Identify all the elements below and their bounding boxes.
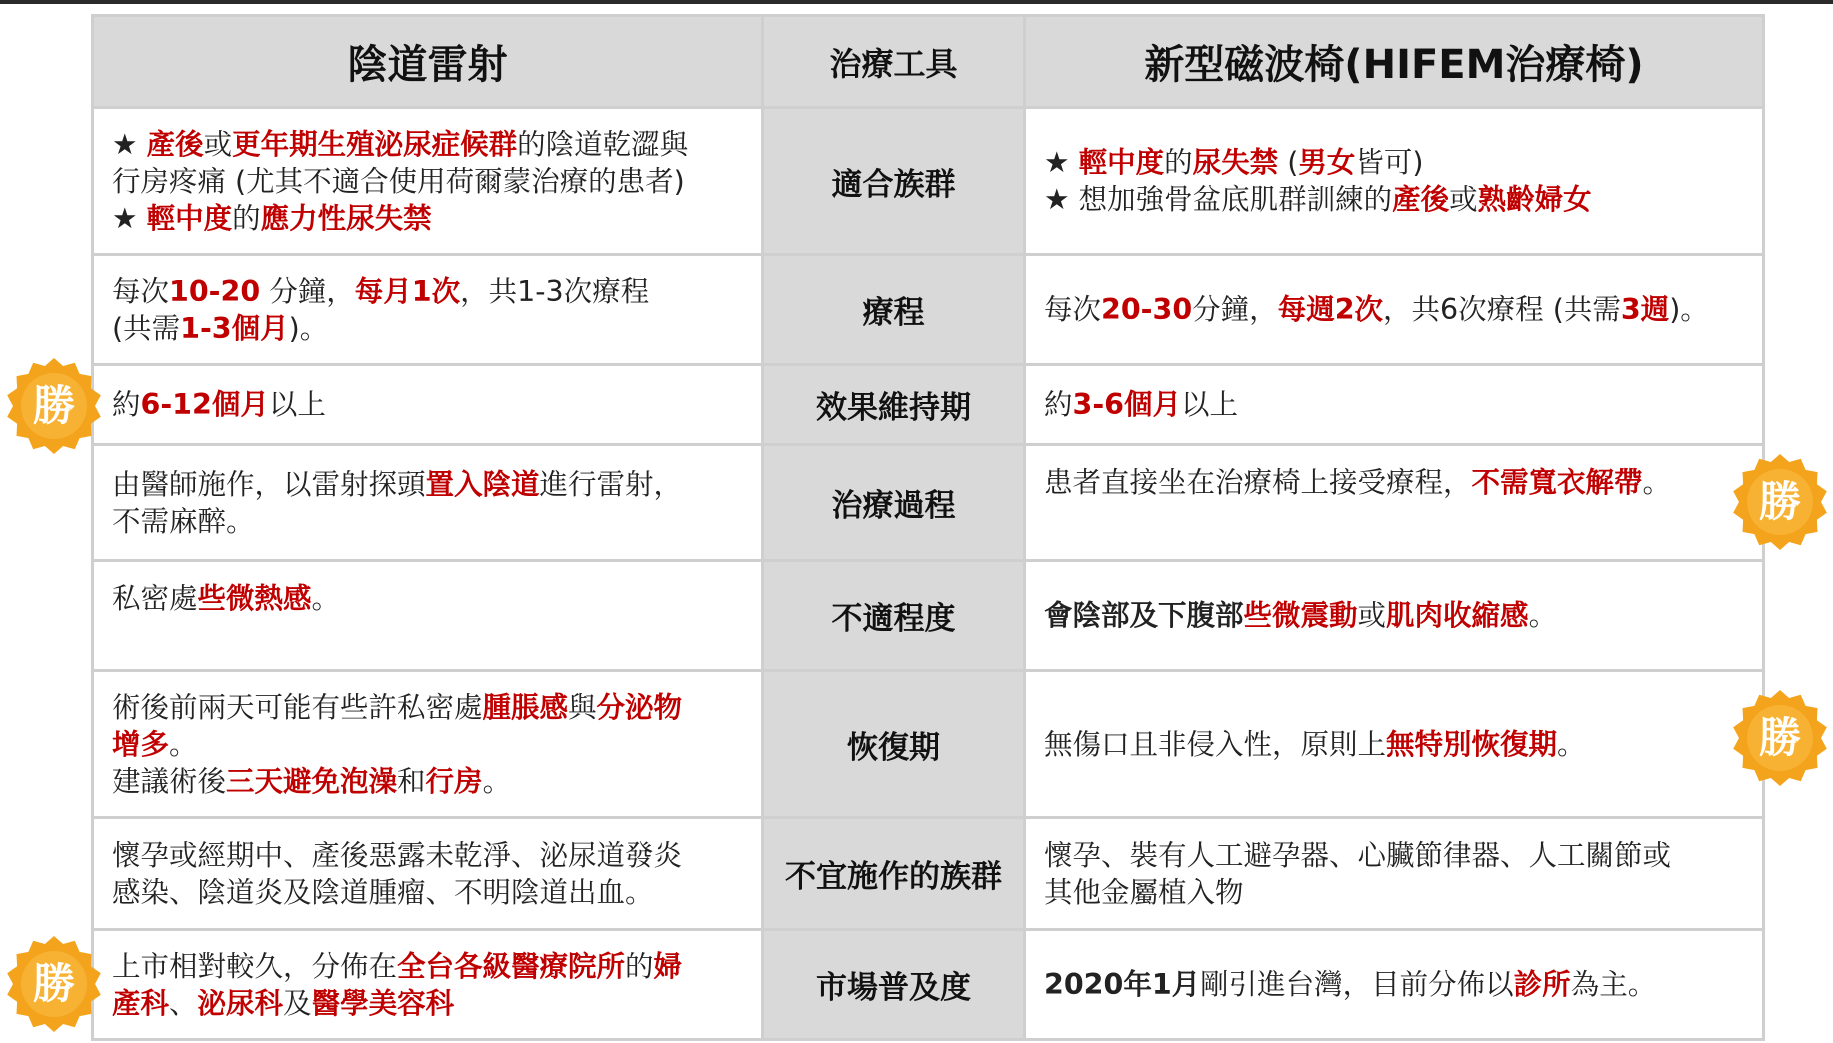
highlight-text: 20-30	[1101, 293, 1193, 326]
cell-left	[93, 255, 763, 365]
cell-text-line	[1044, 874, 1748, 911]
highlight-text: 更年期生殖泌尿症候群	[232, 127, 518, 161]
body-text: ，共6次療程 (共需	[1383, 293, 1621, 326]
highlight-text: 10-20	[169, 274, 261, 308]
body-text: 和	[397, 764, 426, 798]
body-text: ★	[112, 127, 147, 161]
cell-text-line	[1044, 597, 1748, 634]
cell-text-line	[112, 466, 747, 503]
body-text: 約	[112, 388, 141, 421]
comparison-table	[91, 14, 1765, 1041]
highlight-text: 置入陰道	[425, 467, 540, 501]
highlight-text: 三天避免泡澡	[226, 764, 398, 798]
body-text: 。	[1557, 727, 1586, 761]
header-vaginal-laser: 陰道雷射	[93, 16, 763, 108]
row-label: 不宜施作的族群	[763, 818, 1025, 930]
body-text: 每次	[1044, 293, 1102, 326]
cell-right	[1025, 445, 1764, 561]
row-treatment-process	[93, 445, 1764, 561]
body-text: ★ 想加強骨盆底肌群訓練的	[1044, 183, 1393, 216]
body-text: 以上	[1181, 388, 1239, 421]
cell-text-line	[1044, 181, 1748, 218]
highlight-text: 行房	[425, 764, 483, 798]
body-text: 2020年1月	[1044, 968, 1201, 1001]
highlight-text: 產後	[146, 127, 204, 161]
body-text: 皆可)	[1355, 146, 1424, 179]
body-text: 。	[482, 764, 512, 798]
body-text: 分鐘，	[1192, 293, 1278, 326]
cell-text-line	[112, 985, 747, 1022]
cell-left	[93, 561, 763, 671]
highlight-text: 3週	[1620, 293, 1670, 326]
cell-left	[93, 671, 763, 818]
row-contraindications	[93, 818, 1764, 930]
cell-text-line	[112, 948, 747, 985]
body-text: 的	[1164, 146, 1193, 179]
highlight-text: 診所	[1513, 968, 1571, 1001]
win-badge-text: 勝	[1758, 713, 1801, 762]
highlight-text: 熟齡婦女	[1477, 183, 1592, 216]
row-effect-duration	[93, 365, 1764, 445]
row-label: 不適程度	[763, 561, 1025, 671]
body-text: 。	[1528, 599, 1558, 632]
highlight-text: 每月1次	[354, 274, 461, 308]
highlight-text: 產科	[112, 986, 170, 1020]
highlight-text: 尿失禁	[1192, 146, 1279, 179]
header-hifem-chair: 新型磁波椅(HIFEM治療椅)	[1025, 16, 1764, 108]
body-text: )。	[1669, 293, 1709, 326]
win-badge-text: 勝	[32, 959, 75, 1008]
cell-text-line	[112, 837, 747, 874]
body-text: 、	[169, 986, 198, 1020]
highlight-text: 1-3個月	[180, 311, 289, 345]
cell-text-line	[1044, 966, 1748, 1003]
win-badge-text: 勝	[1758, 477, 1801, 526]
body-text: 進行雷射，	[539, 467, 683, 501]
cell-text-line	[112, 163, 747, 200]
highlight-text: 輕中度	[1078, 146, 1165, 179]
highlight-text: 應力性尿失禁	[260, 201, 432, 235]
body-text: 與	[568, 690, 597, 724]
body-text: 。	[169, 727, 198, 761]
cell-right	[1025, 818, 1764, 930]
cell-right	[1025, 365, 1764, 445]
cell-text-line	[112, 503, 747, 540]
row-suitable-group	[93, 108, 1764, 255]
highlight-text: 3-6個月	[1072, 388, 1182, 421]
win-badge-laser-duration	[6, 358, 102, 454]
cell-left	[93, 108, 763, 255]
body-text: ★	[1044, 146, 1079, 179]
cell-text-line	[112, 386, 747, 423]
cell-text-line	[1044, 386, 1748, 423]
highlight-text: 分泌物	[596, 690, 683, 724]
body-text: ，共1-3次療程	[460, 274, 650, 308]
cell-text-line	[112, 126, 747, 163]
body-text: 上市相對較久，分佈在	[112, 949, 398, 983]
body-text: 由醫師施作，以雷射探頭	[112, 467, 426, 501]
cell-text-line	[112, 310, 747, 347]
body-text: 每次	[112, 274, 170, 308]
body-text: 術後前兩天可能有些許私密處	[112, 690, 483, 724]
cell-left	[93, 930, 763, 1040]
top-divider-line	[0, 0, 1833, 4]
body-text: 或	[1357, 599, 1387, 632]
win-badge-text: 勝	[32, 381, 75, 430]
body-text: 其他金屬植入物	[1044, 875, 1244, 909]
body-text: 無傷口且非侵入性，原則上	[1044, 727, 1387, 761]
body-text: 不需麻醉。	[112, 504, 255, 538]
highlight-text: 增多	[112, 727, 170, 761]
highlight-text: 男女	[1298, 146, 1356, 179]
cell-text-line	[112, 763, 747, 800]
cell-right	[1025, 930, 1764, 1040]
highlight-text: 全台各級醫療院所	[397, 949, 626, 983]
win-badge-laser-market	[6, 936, 102, 1032]
cell-right	[1025, 671, 1764, 818]
row-label: 治療過程	[763, 445, 1025, 561]
body-text: 及	[283, 986, 312, 1020]
cell-text-line	[112, 689, 747, 726]
highlight-text: 些微震動	[1243, 599, 1358, 632]
body-text: 患者直接坐在治療椅上接受療程，	[1044, 466, 1472, 499]
cell-text-line	[112, 580, 747, 617]
body-text: )。	[288, 311, 329, 345]
cell-right	[1025, 108, 1764, 255]
highlight-text: 6-12個月	[140, 388, 269, 421]
cell-right	[1025, 255, 1764, 365]
cell-left	[93, 818, 763, 930]
highlight-text: 肌肉收縮感	[1386, 599, 1529, 632]
body-text: 行房疼痛 (尤其不適合使用荷爾蒙治療的患者)	[112, 164, 685, 198]
cell-text-line	[1044, 291, 1748, 328]
body-text: (	[1278, 146, 1299, 179]
cell-text-line	[112, 200, 747, 237]
header-treatment-tool: 治療工具	[763, 16, 1025, 108]
highlight-text: 腫脹感	[482, 690, 569, 724]
highlight-text: 婦	[653, 949, 683, 983]
cell-text-line	[1044, 464, 1748, 501]
body-text: 。	[1642, 466, 1672, 499]
row-discomfort	[93, 561, 1764, 671]
cell-right	[1025, 561, 1764, 671]
body-text: 或	[203, 127, 233, 161]
body-text: 以上	[268, 388, 326, 421]
highlight-text: 不需寬衣解帶	[1471, 466, 1643, 499]
highlight-text: 醫學美容科	[311, 986, 455, 1020]
body-text: 私密處	[112, 582, 198, 615]
row-label: 市場普及度	[763, 930, 1025, 1040]
body-text: 分鐘，	[260, 274, 355, 308]
body-text: 的	[625, 949, 654, 983]
win-badge-hifem-recovery	[1732, 690, 1828, 786]
cell-text-line	[112, 273, 747, 310]
highlight-text: 些微熱感	[197, 582, 312, 615]
body-text: 。	[311, 582, 341, 615]
body-text: 懷孕或經期中、產後惡露未乾淨、泌尿道發炎	[112, 838, 683, 872]
highlight-text: 產後	[1392, 183, 1450, 216]
cell-text-line	[1044, 726, 1748, 763]
cell-text-line	[112, 874, 747, 911]
cell-text-line	[1044, 144, 1748, 181]
row-market-coverage	[93, 930, 1764, 1040]
row-course	[93, 255, 1764, 365]
highlight-text: 泌尿科	[197, 986, 284, 1020]
header-row	[93, 16, 1764, 108]
body-text: 的陰道乾澀與	[517, 127, 689, 161]
highlight-text: 每週2次	[1277, 293, 1384, 326]
body-text: 剛引進台灣，目前分佈以	[1200, 968, 1514, 1001]
row-label: 適合族群	[763, 108, 1025, 255]
row-label: 效果維持期	[763, 365, 1025, 445]
row-label: 恢復期	[763, 671, 1025, 818]
body-text: 懷孕、裝有人工避孕器、心臟節律器、人工關節或	[1044, 838, 1672, 872]
body-text: 或	[1449, 183, 1478, 216]
row-recovery	[93, 671, 1764, 818]
cell-left	[93, 445, 763, 561]
cell-left	[93, 365, 763, 445]
body-text: 會陰部及下腹部	[1044, 599, 1244, 632]
body-text: 建議術後	[112, 764, 227, 798]
body-text: 的	[232, 201, 261, 235]
body-text: 為主。	[1570, 968, 1657, 1001]
body-text: 感染、陰道炎及陰道腫瘤、不明陰道出血。	[112, 875, 654, 909]
cell-text-line	[112, 726, 747, 763]
body-text: ★	[112, 201, 147, 235]
body-text: 約	[1044, 388, 1073, 421]
win-badge-hifem-process	[1732, 454, 1828, 550]
body-text: (共需	[112, 311, 181, 345]
highlight-text: 無特別恢復期	[1386, 727, 1558, 761]
highlight-text: 輕中度	[146, 201, 233, 235]
cell-text-line	[1044, 837, 1748, 874]
row-label: 療程	[763, 255, 1025, 365]
